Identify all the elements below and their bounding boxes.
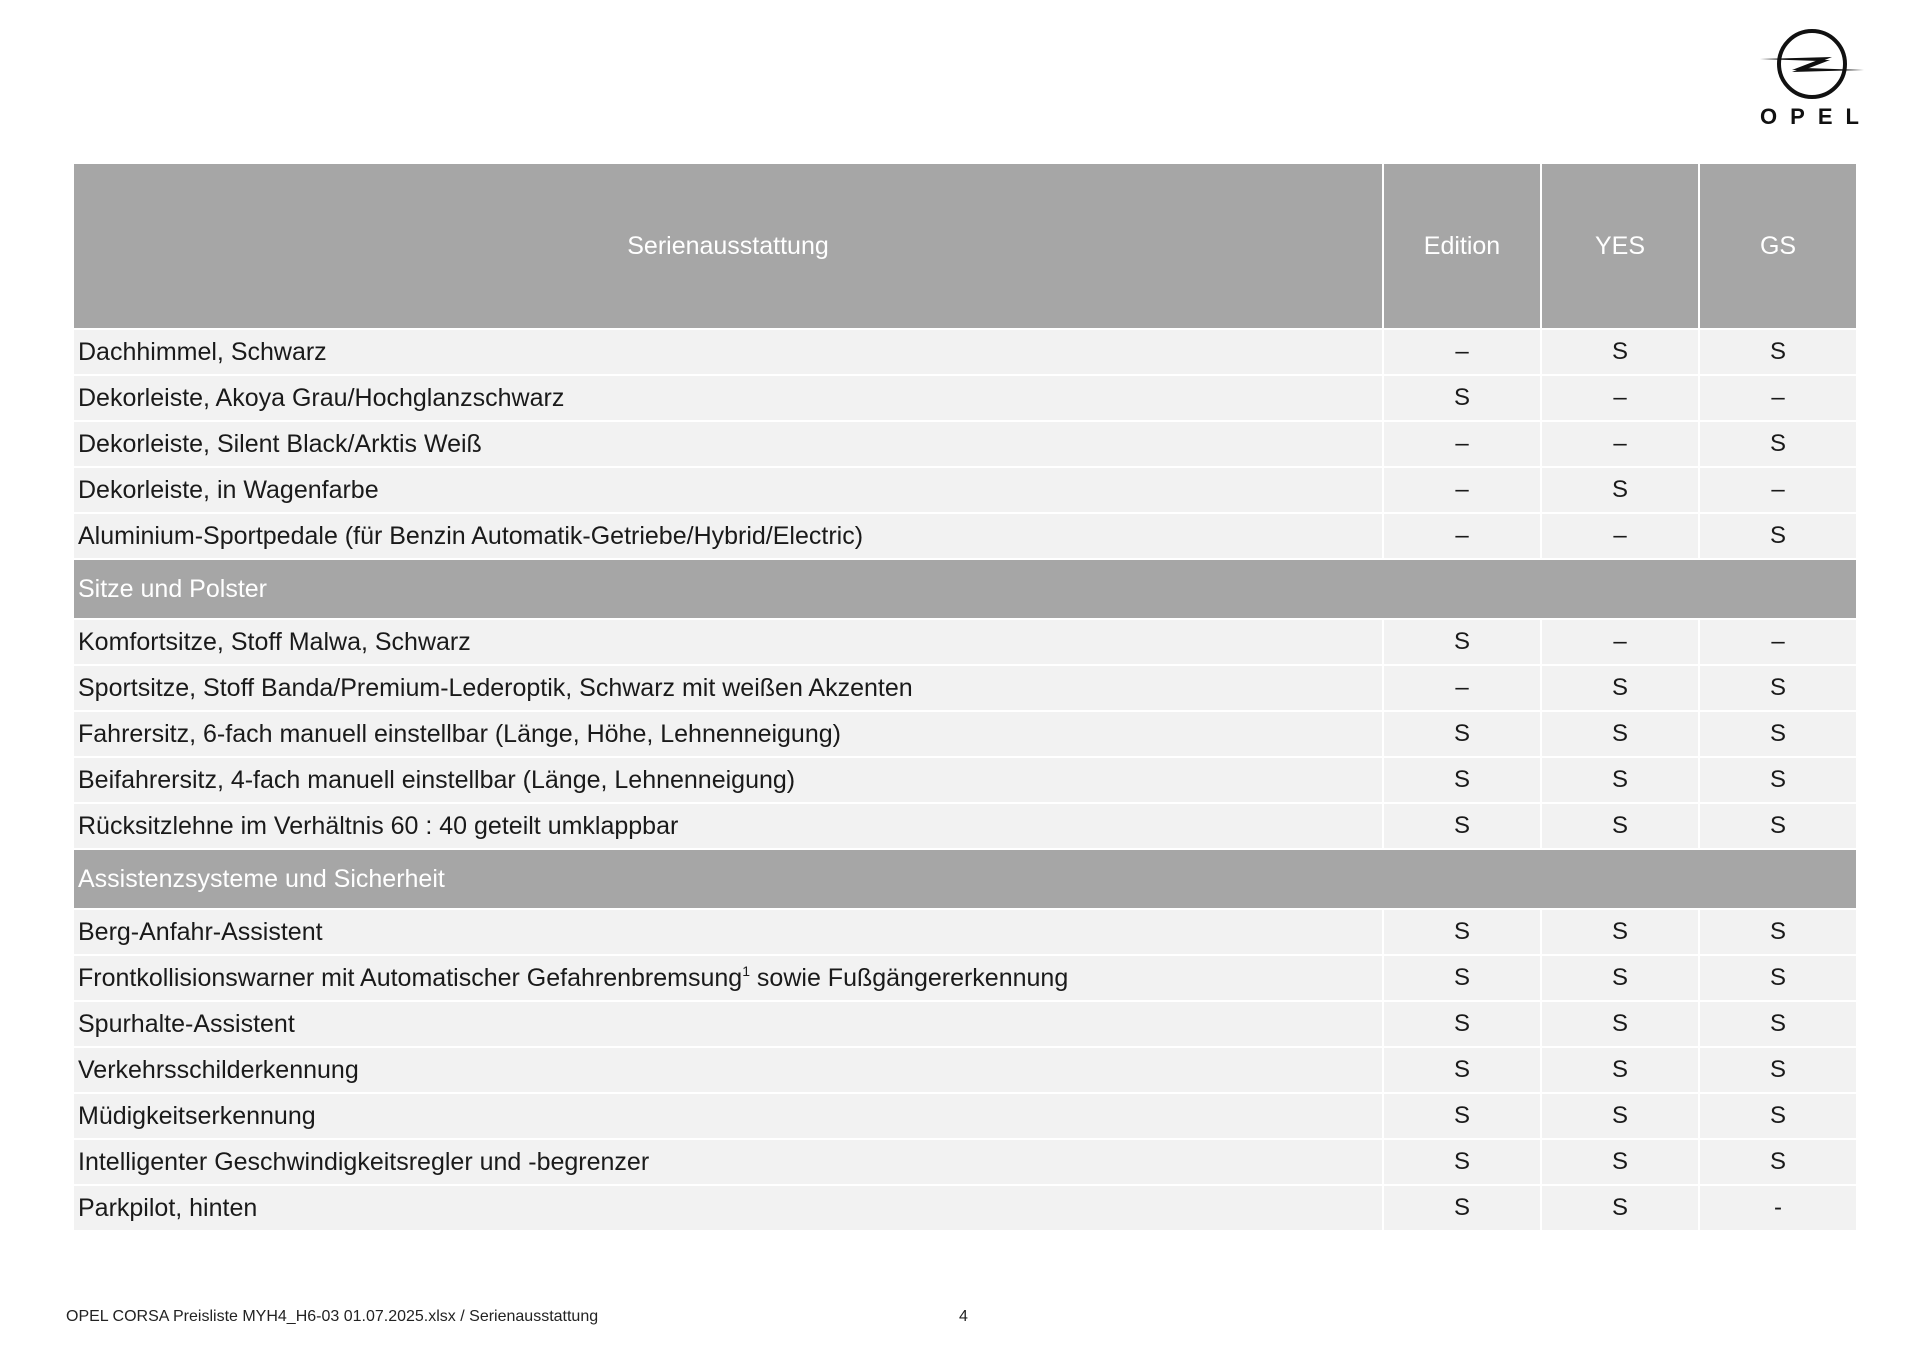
- value-gs: S: [1698, 1048, 1856, 1094]
- row-label: Beifahrersitz, 4-fach manuell einstellbar (Länge, Lehnenneigung): [74, 758, 1382, 804]
- value-edition: S: [1382, 804, 1540, 850]
- value-gs: S: [1698, 330, 1856, 376]
- row-label: Dekorleiste, Akoya Grau/Hochglanzschwarz: [74, 376, 1382, 422]
- value-yes: S: [1540, 468, 1698, 514]
- row-label: Rücksitzlehne im Verhältnis 60 : 40 geteilt umklappbar: [74, 804, 1382, 850]
- value-edition: S: [1382, 758, 1540, 804]
- value-yes: S: [1540, 758, 1698, 804]
- value-gs: S: [1698, 804, 1856, 850]
- value-edition: S: [1382, 1140, 1540, 1186]
- section-header-seats: [74, 560, 1856, 620]
- row-label: Komfortsitze, Stoff Malwa, Schwarz: [74, 620, 1382, 666]
- value-edition: –: [1382, 468, 1540, 514]
- table-row: [74, 1094, 1856, 1140]
- logo-wordmark: OPEL: [1760, 104, 1872, 129]
- value-yes: S: [1540, 1140, 1698, 1186]
- table-row: [74, 804, 1856, 850]
- value-gs: S: [1698, 1094, 1856, 1140]
- value-yes: S: [1540, 666, 1698, 712]
- table-row: [74, 468, 1856, 514]
- value-yes: S: [1540, 1186, 1698, 1232]
- header-label: Serienausstattung: [74, 164, 1382, 330]
- row-label-part: Frontkollisionswarner mit Automatischer Gefahrenbremsung: [78, 963, 743, 992]
- value-edition: S: [1382, 712, 1540, 758]
- equipment-table: [74, 164, 1856, 1232]
- table-row: [74, 1002, 1856, 1048]
- value-gs: –: [1698, 376, 1856, 422]
- value-yes: –: [1540, 376, 1698, 422]
- footnote-marker: 1: [742, 962, 750, 979]
- value-yes: S: [1540, 1048, 1698, 1094]
- value-edition: –: [1382, 330, 1540, 376]
- opel-logo: [1750, 26, 1874, 136]
- row-label: Dekorleiste, in Wagenfarbe: [74, 468, 1382, 514]
- table-row: [74, 422, 1856, 468]
- row-label: Müdigkeitserkennung: [74, 1094, 1382, 1140]
- row-label: [74, 956, 1382, 1002]
- value-edition: S: [1382, 1048, 1540, 1094]
- row-label: Parkpilot, hinten: [74, 1186, 1382, 1232]
- value-edition: S: [1382, 1186, 1540, 1232]
- value-edition: –: [1382, 422, 1540, 468]
- opel-blitz-icon: [1750, 26, 1874, 106]
- table-row: [74, 620, 1856, 666]
- section-header-assist: [74, 850, 1856, 910]
- value-yes: –: [1540, 514, 1698, 560]
- header-edition: Edition: [1382, 164, 1540, 330]
- value-yes: S: [1540, 1002, 1698, 1048]
- table-row: [74, 330, 1856, 376]
- value-gs: S: [1698, 666, 1856, 712]
- value-gs: S: [1698, 514, 1856, 560]
- table-row: [74, 712, 1856, 758]
- value-gs: -: [1698, 1186, 1856, 1232]
- row-label: Sportsitze, Stoff Banda/Premium-Lederoptik, Schwarz mit weißen Akzenten: [74, 666, 1382, 712]
- page-number: 4: [959, 1308, 968, 1325]
- value-yes: S: [1540, 910, 1698, 956]
- table-row: [74, 956, 1856, 1002]
- row-label: Spurhalte-Assistent: [74, 1002, 1382, 1048]
- row-label: Fahrersitz, 6-fach manuell einstellbar (Länge, Höhe, Lehnenneigung): [74, 712, 1382, 758]
- value-gs: S: [1698, 422, 1856, 468]
- value-yes: S: [1540, 804, 1698, 850]
- row-label-part: sowie Fußgängererkennung: [749, 963, 1069, 992]
- header-yes: YES: [1540, 164, 1698, 330]
- table-row: [74, 666, 1856, 712]
- header-gs: GS: [1698, 164, 1856, 330]
- value-yes: S: [1540, 956, 1698, 1002]
- row-label: Dachhimmel, Schwarz: [74, 330, 1382, 376]
- value-yes: –: [1540, 422, 1698, 468]
- section-title: Assistenzsysteme und Sicherheit: [74, 850, 1856, 910]
- value-gs: S: [1698, 956, 1856, 1002]
- value-gs: S: [1698, 758, 1856, 804]
- row-label: Verkehrsschilderkennung: [74, 1048, 1382, 1094]
- value-gs: S: [1698, 1140, 1856, 1186]
- value-yes: –: [1540, 620, 1698, 666]
- table-row: [74, 1140, 1856, 1186]
- table-header: [74, 164, 1856, 330]
- value-edition: S: [1382, 1094, 1540, 1140]
- footer-source: OPEL CORSA Preisliste MYH4_H6-03 01.07.2025.xlsx / Serienausstattung: [66, 1308, 599, 1325]
- value-edition: S: [1382, 956, 1540, 1002]
- value-edition: –: [1382, 666, 1540, 712]
- value-gs: S: [1698, 712, 1856, 758]
- row-label: Berg-Anfahr-Assistent: [74, 910, 1382, 956]
- value-edition: S: [1382, 376, 1540, 422]
- value-edition: S: [1382, 910, 1540, 956]
- table-row: [74, 910, 1856, 956]
- table-row: [74, 514, 1856, 560]
- value-gs: S: [1698, 1002, 1856, 1048]
- row-label: Dekorleiste, Silent Black/Arktis Weiß: [74, 422, 1382, 468]
- value-yes: S: [1540, 1094, 1698, 1140]
- value-edition: S: [1382, 1002, 1540, 1048]
- row-label: Intelligenter Geschwindigkeitsregler und -begrenzer: [74, 1140, 1382, 1186]
- value-gs: –: [1698, 468, 1856, 514]
- value-gs: –: [1698, 620, 1856, 666]
- value-yes: S: [1540, 712, 1698, 758]
- value-yes: S: [1540, 330, 1698, 376]
- value-edition: –: [1382, 514, 1540, 560]
- row-label: Aluminium-Sportpedale (für Benzin Automatik-Getriebe/Hybrid/Electric): [74, 514, 1382, 560]
- table-row: [74, 758, 1856, 804]
- table-row: [74, 376, 1856, 422]
- value-gs: S: [1698, 910, 1856, 956]
- value-edition: S: [1382, 620, 1540, 666]
- section-title: Sitze und Polster: [74, 560, 1856, 620]
- table-row: [74, 1048, 1856, 1094]
- table-row: [74, 1186, 1856, 1232]
